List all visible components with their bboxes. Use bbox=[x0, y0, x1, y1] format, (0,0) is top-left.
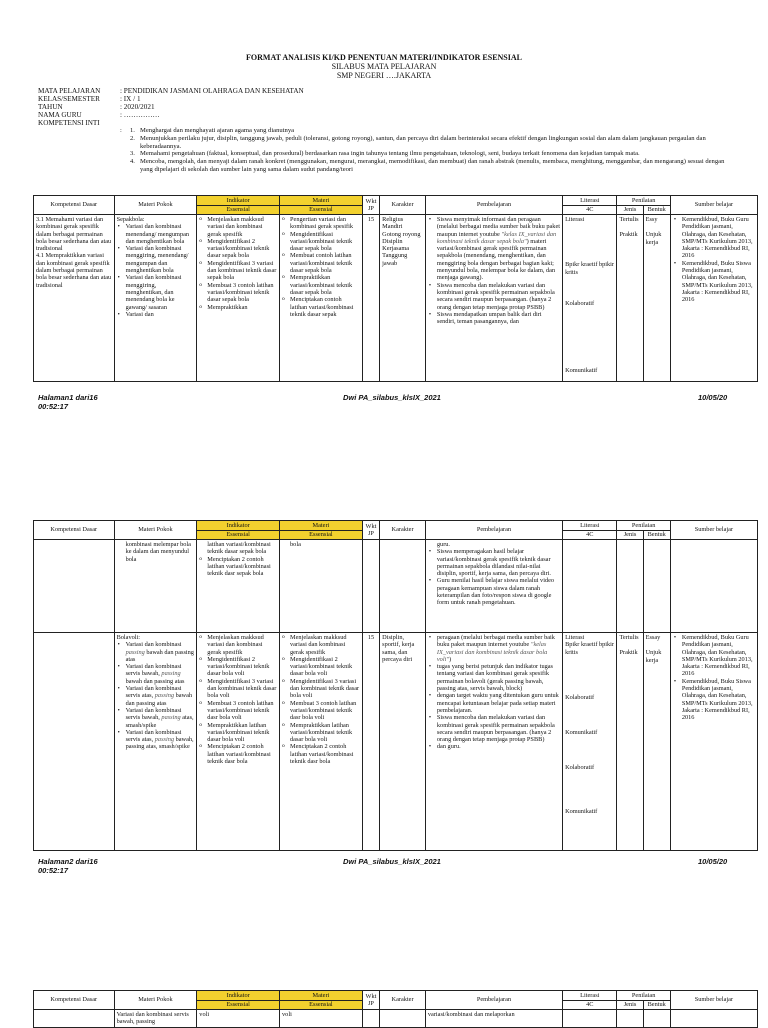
th-esensial: Essensial bbox=[280, 206, 363, 215]
footer-filename: Dwi PA_silabus_klsIX_2021 bbox=[343, 393, 441, 402]
bentuk-item: Unjuk kerja bbox=[645, 649, 662, 664]
literasi-cell bbox=[563, 633, 617, 851]
list-item: o Mengidentifikasi 3 variasi dan kombinasi teknik dasar bola voli bbox=[282, 678, 360, 700]
th-esensial: Essensial bbox=[280, 1001, 363, 1010]
th-pembelajaran: Pembelajaran bbox=[425, 521, 562, 540]
th-karakter: Karakter bbox=[380, 196, 426, 215]
list-item: • Guru menilai hasil belajar siswa melalui video peragaan kemampuan siswa dalam ranah keterampilan dan foto/respon siswa di google form untuk ranah pengetahuan. bbox=[428, 577, 560, 606]
wkt-cell bbox=[362, 540, 379, 633]
th-indikator: Indikator bbox=[197, 521, 280, 531]
footer-date: 10/05/20 bbox=[698, 393, 728, 402]
list-item: o Menjelaskan makksud variasi dan kombinasi gerak spesifik bbox=[199, 216, 277, 238]
pembelajaran-text: peragaan (melalui berbagai media sumber baik buku paket maupun internet youtube "kelas IX_variasi dan kombinasi teknik dasar bola voli") bbox=[436, 634, 555, 663]
list-item: • Siswa mendapatkan umpan balik dari diri sendiri, teman pasangannya, dan bbox=[428, 311, 560, 326]
jenis-cell bbox=[617, 540, 643, 633]
th-sumber: Sumber belajar bbox=[670, 196, 757, 215]
list-item: o Menciptakan contoh latihan variasi/kombinasi teknik dasar sepak bbox=[282, 296, 360, 318]
bentuk-cell bbox=[643, 633, 670, 851]
ki-text: Menunjukkan perilaku jujur, disiplin, tanggung jawab, peduli (toleransi, gotong royong), santun, dan percaya diri dalam berinteraksi secara efektif dengan lingkungan sosial dan alam dalam jangkauan pergaulan dan keberadaannya. bbox=[140, 134, 706, 150]
th-sumber: Sumber belajar bbox=[670, 991, 757, 1010]
jenis-item: Tertulis bbox=[619, 634, 639, 641]
indikator-cell: voli bbox=[197, 1010, 280, 1028]
ki-text: Menghargai dan menghayati ajaran agama yang dianutnya bbox=[140, 127, 295, 134]
th-jenis: Jenis bbox=[617, 531, 643, 540]
materi-pokok-cell bbox=[114, 540, 197, 633]
th-literasi: Literasi bbox=[563, 196, 617, 206]
meta-value: : …………… bbox=[120, 111, 160, 119]
pembelajaran-text: dengan target waktu yang ditentukan guru untuk mencapai ketuntasan belajar pada setiap materi pembelajaran. bbox=[436, 692, 559, 714]
meta-label: NAMA GURU bbox=[38, 111, 82, 119]
bentuk-cell bbox=[643, 215, 670, 382]
th-esensial: Essensial bbox=[197, 206, 280, 215]
th-esensial: Essensial bbox=[280, 531, 363, 540]
list-item: • Kemendikbud, Buku Siswa Pendidikan jasmani, Olahraga, dan Kesehatan, SMP/MTs Kurikulum 2013, Jakarta : Kemendikbud RI, 2016 bbox=[673, 260, 755, 304]
th-4c: 4C bbox=[563, 206, 617, 215]
indikator-cont: latihan variasi/kombinasi teknik dasar sepak bola bbox=[207, 541, 271, 556]
list-item: o Mempraktikkan bbox=[199, 304, 277, 311]
jenis-cell bbox=[617, 1010, 643, 1028]
karakter-cell bbox=[380, 1010, 426, 1028]
indikator-cell bbox=[197, 540, 280, 633]
th-esensial: Essensial bbox=[197, 1001, 280, 1010]
list-item: • Siswa menyimak informasi dan peragaan (melalui berbagai media sumber baik buku paket maupun internet youtube "kelas IX_variasi dan kombinasi teknik dasar sepak bola") materi variasi/kombinasi gerak spesifik permainan sepakbola (menendang, menghentikan, dan menggiring bola dengan berbagai bagian kaki; menyundul bola, melempar bola ke dalam, dan menjaga gawang). bbox=[428, 216, 560, 282]
pembelajaran-cell bbox=[425, 633, 562, 851]
bentuk-item: Essy bbox=[645, 216, 658, 223]
list-item: o Mengidentifikasi 2 variasi/kombinasi teknik dasar sepak bola bbox=[199, 238, 277, 260]
pembelajaran-text: dan guru. bbox=[436, 743, 461, 751]
materi-pokok-cell bbox=[114, 633, 197, 851]
th-literasi: Literasi bbox=[563, 991, 617, 1001]
th-4c: 4C bbox=[563, 1001, 617, 1010]
th-penilaian: Penilaian bbox=[617, 991, 670, 1001]
th-jenis: Jenis bbox=[617, 206, 643, 215]
list-item: o Mempraktikkan latihan variasi/kombinasi teknik dasar bola voli bbox=[282, 722, 360, 744]
sumber-cell bbox=[670, 633, 757, 851]
jenis-item: Tertulis bbox=[619, 216, 639, 223]
list-item: • Siswa mencoba dan melakukan variasi dan kombinasi gerak spesifik permainan sepakbola secara sendiri maupun berpasangan. (hanya 2 orang dengan tetap menjaga protap PSBB) bbox=[428, 282, 560, 311]
karakter-cell: Religius Mandiri Gotong royong Disiplin Kerjasama Tanggung jawab bbox=[380, 215, 426, 382]
th-materi: Materi bbox=[280, 991, 363, 1001]
list-item: o Menciptakan 2 contoh latihan variasi/kombinasi teknik dasr bola bbox=[199, 743, 277, 765]
list-item: • Variasi dan kombinasi menggiring, menendang/ mengumpan dan menghentikan bola bbox=[117, 245, 195, 274]
materi-pokok-heading: Sepakbola: bbox=[116, 216, 145, 223]
th-materi-pokok: Materi Pokok bbox=[114, 991, 197, 1010]
th-bentuk: Bentuk bbox=[643, 206, 670, 215]
list-item: o Menciptakan 2 contoh latihan variasi/kombinasi teknik dasr sepak bola bbox=[199, 556, 277, 578]
pembelajaran-cell bbox=[425, 540, 562, 633]
list-item: • Kemendikbud, Buku Guru Pendidikan jasmani, Olahraga, dan Kesehatan, SMP/MTs Kurikulum 2013, Jakarta : Kemendikbud RI, 2016 bbox=[673, 216, 755, 260]
materi-esensial-cell bbox=[280, 633, 363, 851]
meta-value: : IX / 1 bbox=[120, 95, 141, 103]
th-kd: Kompetensi Dasar bbox=[34, 521, 115, 540]
footer-date: 10/05/20 bbox=[698, 857, 728, 866]
literasi-item: Komunikatif bbox=[565, 729, 598, 737]
th-wkt: Wkt JP bbox=[362, 196, 379, 215]
materi-pokok-cell bbox=[114, 215, 197, 382]
th-pembelajaran: Pembelajaran bbox=[425, 196, 562, 215]
th-indikator: Indikator bbox=[197, 196, 280, 206]
list-item: • Variasi dan kombinasi menggiring, menghentikan, dan menendang bola ke gawang/ sasaran bbox=[117, 274, 195, 310]
bentuk-cell bbox=[643, 1010, 670, 1028]
th-bentuk: Bentuk bbox=[643, 531, 670, 540]
literasi-cell bbox=[563, 215, 617, 382]
list-item: o Mengidentifikasi 2 variasi/kombinasi teknik dasar bola voli bbox=[199, 656, 277, 678]
wkt-cell bbox=[362, 1010, 379, 1028]
list-item: o Mengidentifikasi 3 variasi dan kombinasi teknik dasar bola voli bbox=[199, 678, 277, 700]
list-item: o Mempraktikkan variasi/kombinasi teknik dasar sepak bola bbox=[282, 274, 360, 296]
wkt-cell: 15 bbox=[362, 215, 379, 382]
doc-subtitle: SILABUS MATA PELAJARAN bbox=[331, 62, 437, 71]
ki-text: Memahami pengetahuan (faktual, konseptual, dan prosedural) berdasarkan rasa ingin tahunya tentang ilmu pengetahuan, teknologi, seni, budaya terkait fenomena dan kejadian tampak mata. bbox=[140, 150, 640, 158]
materi-esensial-cell: voli bbox=[280, 1010, 363, 1028]
silabus-table-page2 bbox=[33, 520, 758, 851]
kd-cell bbox=[34, 540, 115, 633]
th-wkt: Wkt JP bbox=[362, 991, 379, 1010]
sumber-cell bbox=[670, 1010, 757, 1028]
literasi-item: Komunikatif bbox=[565, 367, 598, 375]
ki-num: 3. bbox=[130, 150, 135, 158]
list-item: o Menjelaskan makksud variasi dan kombinasi gerak spesifik bbox=[199, 634, 277, 656]
th-pembelajaran: Pembelajaran bbox=[425, 991, 562, 1010]
th-karakter: Karakter bbox=[380, 991, 426, 1010]
list-item: • Variasi dan kombinasi menendang/ mengumpan dan menghentikan bola bbox=[117, 223, 195, 245]
meta-block bbox=[38, 87, 304, 127]
literasi-item: Kolaboratif bbox=[565, 299, 595, 307]
list-item: o Mengidentifikasi 2 variasi/kombinasi teknik dasar bola voli bbox=[282, 656, 360, 678]
literasi-item: Literasi bbox=[565, 216, 585, 223]
sumber-cell bbox=[670, 215, 757, 382]
literasi-item: Literasi bbox=[565, 634, 585, 641]
jenis-cell bbox=[617, 633, 643, 851]
materi-esensial-cell bbox=[280, 540, 363, 633]
pembelajaran-cont: guru. bbox=[436, 541, 451, 548]
th-materi-pokok: Materi Pokok bbox=[114, 521, 197, 540]
kd-cell bbox=[34, 633, 115, 851]
literasi-item: Bpikr kraetif bpikir kritis bbox=[565, 641, 615, 656]
list-item: o Membuat 3 contoh latihan variasi/kombinasi teknik dasr bola voli bbox=[282, 700, 360, 722]
th-indikator: Indikator bbox=[197, 991, 280, 1001]
kd-item: 4.1 Mempraktikkan variasi dan kombinasi gerak spesifik dalam berbagai permainan bola besar sederhana dan atau tradisional bbox=[36, 252, 112, 289]
literasi-item: Komunikatif bbox=[565, 807, 598, 815]
meta-label: KOMPETENSI INTI bbox=[38, 119, 100, 127]
list-item: o Menjelaskan makksud variasi dan kombinasi gerak spesifik bbox=[282, 634, 360, 656]
th-materi: Materi bbox=[280, 521, 363, 531]
th-sumber: Sumber belajar bbox=[670, 521, 757, 540]
list-item: • Kemendikbud, Buku Siswa Pendidikan jasmani, Olahraga, dan Kesehatan, SMP/MTs Kurikulum 2013, Jakarta : Kemendikbud RI, 2016 bbox=[673, 678, 755, 722]
indikator-cell bbox=[197, 633, 280, 851]
list-item: o Mengidentifikasi 3 variasi dan kombinasi teknik dasar sepak bola bbox=[199, 260, 277, 282]
materi-pokok-cont: kombinasi melempar bola ke dalam dan menyundul bola bbox=[125, 541, 191, 563]
th-kd: Kompetensi Dasar bbox=[34, 196, 115, 215]
list-item: • Siswa memperagakan hasil belajar variasi/kombinasi gerak spesifik teknik dasar permainan sepakbola dilandasi nilai-nilai disiplin, sportif, kerja sama, dan percaya diri. bbox=[428, 548, 560, 577]
meta-label: TAHUN bbox=[38, 103, 63, 111]
materi-cont: bola bbox=[290, 541, 301, 548]
th-wkt: Wkt JP bbox=[362, 521, 379, 540]
th-karakter: Karakter bbox=[380, 521, 426, 540]
th-penilaian: Penilaian bbox=[617, 521, 670, 531]
doc-school: SMP NEGERI ….JAKARTA bbox=[336, 71, 432, 80]
footer-page-info: Halaman2 dari16 00:52:17 bbox=[38, 857, 98, 875]
meta-value: : 2020/2021 bbox=[120, 103, 155, 111]
bentuk-item: Essay bbox=[645, 634, 661, 641]
pembelajaran-text: tugas yang berisi petunjuk dan indikator tugas tentang variasi dan kombinasi gerak spesifik permainan bolavoli (gerak passing bawah, passing atas, servis bawah, block) bbox=[436, 663, 554, 693]
meta-label: MATA PELAJARAN bbox=[38, 87, 101, 95]
bentuk-cell bbox=[643, 540, 670, 633]
bentuk-item: Unjuk kerja bbox=[645, 231, 662, 246]
list-item: • Variasi dan kombinasi servis atas, passing bawah, passing atas, smash/spike bbox=[117, 729, 195, 751]
karakter-cell: Disiplin, sportif, kerja sama, dan percaya diri bbox=[380, 633, 426, 851]
silabus-table-page3 bbox=[33, 990, 758, 1028]
th-esensial: Essensial bbox=[197, 531, 280, 540]
kd-item: 3.1 Memahami variasi dan kombinasi gerak spesifik dalam berbagai permainan bola besar sederhana dan atau tradisional bbox=[36, 216, 112, 253]
kd-cell bbox=[34, 1010, 115, 1028]
literasi-item: Kolaboratif bbox=[565, 764, 595, 772]
literasi-item: Kolaboratif bbox=[565, 693, 595, 701]
th-materi-pokok: Materi Pokok bbox=[114, 196, 197, 215]
list-item: • Variasi dan kombinasi servis atas, passing bawah dan passing atas bbox=[117, 685, 195, 707]
sumber-cell bbox=[670, 540, 757, 633]
th-bentuk: Bentuk bbox=[643, 1001, 670, 1010]
list-item: • Variasi dan kombinasi servis bawah, passing bawah dan passing atas bbox=[117, 663, 195, 685]
th-literasi: Literasi bbox=[563, 521, 617, 531]
kompetensi-inti-list: : 1. Menghargai dan menghayati ajaran agama yang dianutnya 2. Menunjukkan perilaku jujur, disiplin, tanggung jawab, peduli (toleransi, gotong royong), santun, dan percaya diri dalam berinteraksi secara efektif dengan lingkungan sosial dan alam dalam jangkauan pergaulan dan keberadaannya. 3. Memahami pengetahuan (faktual, konseptual, dan prosedural) berdasarkan rasa ingin tahunya tentang ilmu pengetahuan, teknologi, seni, budaya terkait fenomena dan kejadian tampak mata. 4. Mencoba, mengolah, dan menyaji dalam ranah konkret (menggunakan, mengurai, merangkai, memodifikasi, dan membuat) dan ranah abstrak (menulis, membaca, menghitung, menggambar, dan mengarang) sesuai dengan yang dipelajari di sekolah dan sumber lain yang sama dalam sudut pandang/teori bbox=[120, 127, 730, 174]
meta-value: : PENDIDIKAN JASMANI OLAHRAGA DAN KESEHATAN bbox=[120, 87, 304, 95]
list-item: o Pengertian variasi dan kombinasi gerak spesifik bbox=[282, 216, 360, 231]
th-4c: 4C bbox=[563, 531, 617, 540]
silabus-table-page1 bbox=[33, 195, 758, 382]
list-item: • Variasi dan bbox=[117, 311, 195, 318]
list-item: • Kemendikbud, Buku Guru Pendidikan jasmani, Olahraga, dan Kesehatan, SMP/MTs Kurikulum 2013, Jakarta : Kemendikbud RI, 2016 bbox=[673, 634, 755, 678]
list-item: • Variasi dan kombinasi passing bawah dan passing atas bbox=[117, 641, 195, 663]
materi-pokok-heading: Bolavoli: bbox=[116, 634, 141, 641]
ki-num: 2. bbox=[130, 134, 135, 142]
literasi-cell bbox=[563, 540, 617, 633]
wkt-cell: 15 bbox=[362, 633, 379, 851]
pembelajaran-cell bbox=[425, 215, 562, 382]
jenis-item: Praktik bbox=[619, 231, 638, 239]
footer-filename: Dwi PA_silabus_klsIX_2021 bbox=[343, 857, 441, 866]
th-kd: Kompetensi Dasar bbox=[34, 991, 115, 1010]
meta-label: KELAS/SEMESTER bbox=[38, 95, 100, 103]
literasi-cell bbox=[563, 1010, 617, 1028]
list-item: • Siswa mencoba dan melakukan variasi dan kombinasi gerak spesifik permainan sepakbola secara sendiri maupun berpasangan. (hanya 2 orang dengan tetap menjaga protap PSBB) bbox=[428, 714, 560, 743]
jenis-cell bbox=[617, 215, 643, 382]
list-item: o Mengidentifikasi variasi/kombinasi teknik dasar sepak bola bbox=[282, 231, 360, 253]
list-item: o Membuat 3 contoh latihan variasi/kombinasi teknik dasr bola voli bbox=[199, 700, 277, 722]
list-item: o Membuat 3 contoh latihan variasi/kombinasi teknik dasar sepak bola bbox=[199, 282, 277, 304]
list-item: o Menciptakan 2 contoh latihan variasi/kombinasi teknik dasr bola bbox=[282, 743, 360, 765]
kd-cell bbox=[34, 215, 115, 382]
materi-esensial-cell bbox=[280, 215, 363, 382]
karakter-cell bbox=[380, 540, 426, 633]
pembelajaran-cell: variasi/kombinasi dan melaporkan bbox=[425, 1010, 562, 1028]
materi-pokok-cell: Variasi dan kombinasi servis bawah, passing bbox=[114, 1010, 197, 1028]
th-penilaian: Penilaian bbox=[617, 196, 670, 206]
list-item: o Membuat contoh latihan variasi/kombinasi teknik dasar sepak bola bbox=[282, 252, 360, 274]
indikator-cell bbox=[197, 215, 280, 382]
ki-num: 1. bbox=[130, 127, 135, 134]
doc-title: FORMAT ANALISIS KI/KD PENENTUAN MATERI/INDIKATOR ESENSIAL bbox=[246, 53, 522, 62]
list-item: • Variasi dan kombinasi servis bawah, passing atas, smash/spike bbox=[117, 707, 195, 729]
th-jenis: Jenis bbox=[617, 1001, 643, 1010]
jenis-item: Praktik bbox=[619, 649, 638, 657]
literasi-item: Bpikr kraetif bpikir kritis bbox=[565, 261, 615, 276]
footer-page-info: Halaman1 dari16 00:52:17 bbox=[38, 393, 98, 411]
ki-text: Mencoba, mengolah, dan menyaji dalam ranah konkret (menggunakan, mengurai, merangkai, memodifikasi, dan membuat) dan ranah abstrak (menulis, membaca, menghitung, menggambar, dan mengarang) sesuai dengan yang dipelajari di sekolah dan sumber lain yang sama dalam sudut pandang/teori bbox=[140, 158, 725, 173]
th-materi: Materi bbox=[280, 196, 363, 206]
ki-num: 4. bbox=[130, 158, 135, 166]
list-item: o Mempraktikkan latihan variasi/kombinasi teknik dasar bola voli bbox=[199, 722, 277, 744]
